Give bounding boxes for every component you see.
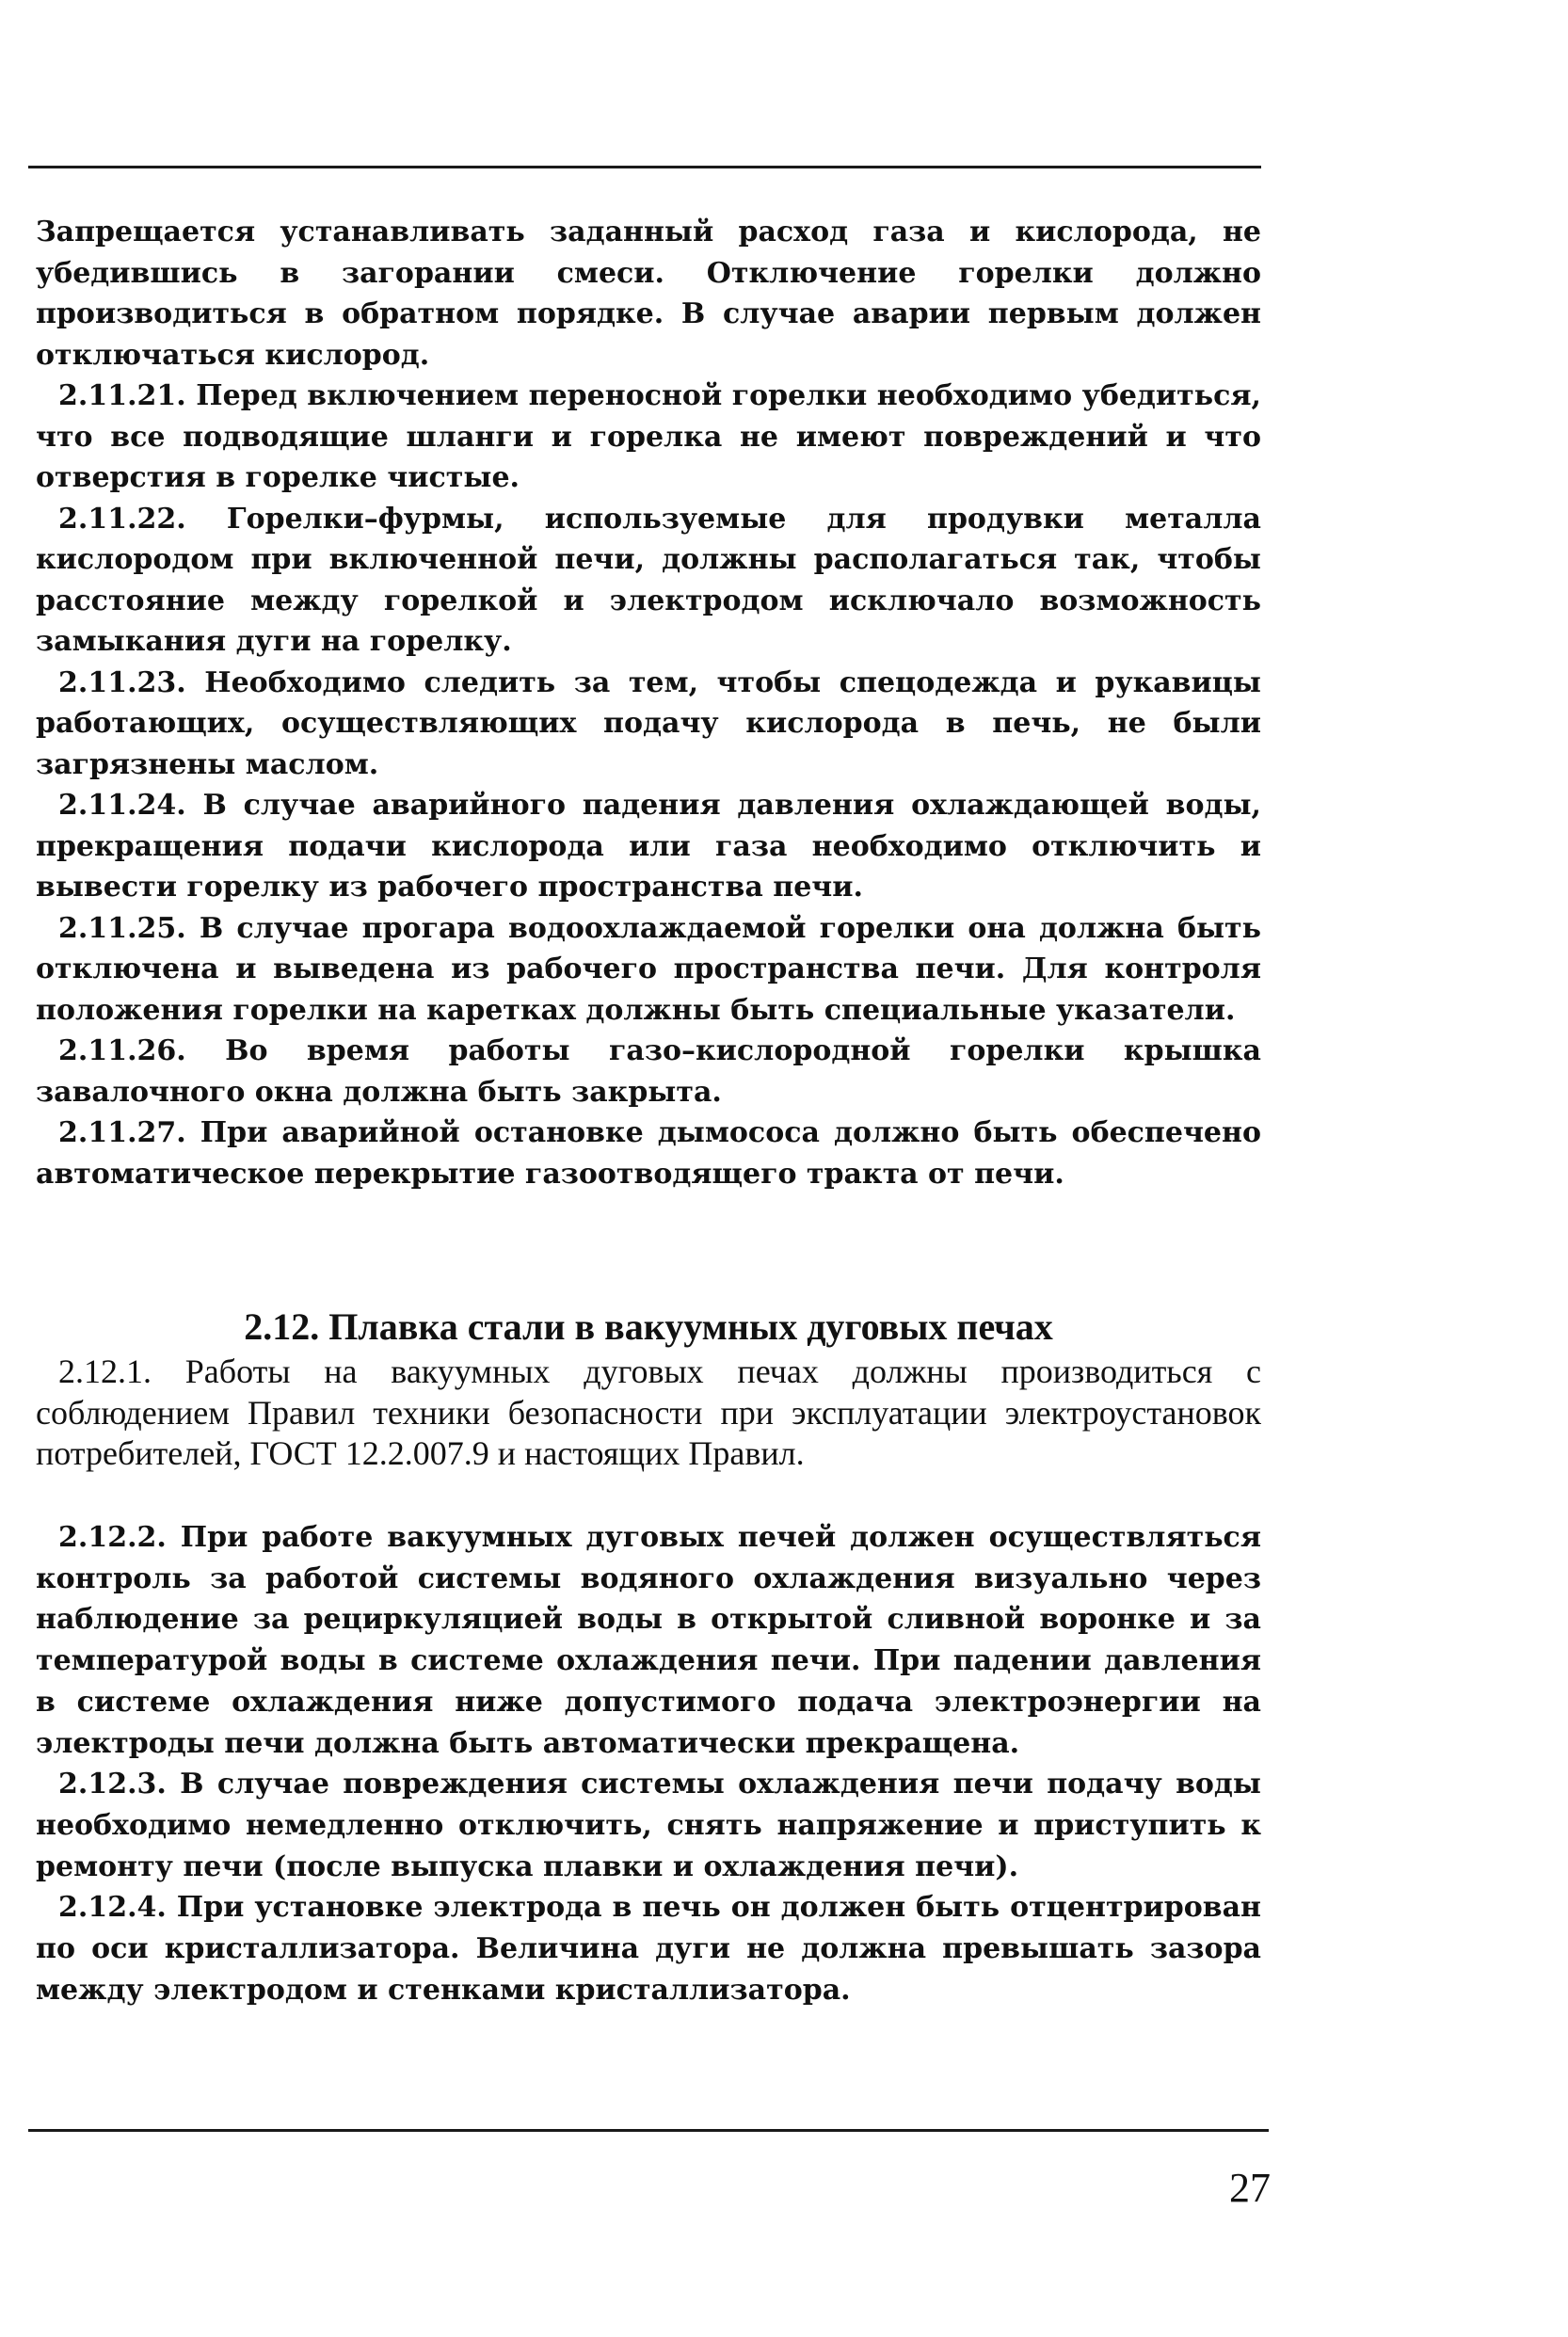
paragraph-2-11-24: 2.11.24. В случае аварийного падения давления охлаждающей воды, прекращения подачи кислорода или газа необходимо отключить и вывести горелку из рабочего пространства печи. bbox=[36, 789, 1261, 904]
text-block-top bbox=[36, 212, 1261, 1194]
paragraph-2-11-23: 2.11.23. Необходимо следить за тем, чтобы спецодежда и рукавицы работающих, осуществляющих подачу кислорода в печь, не были загрязнены маслом. bbox=[36, 665, 1261, 781]
paragraph-2-11-22: 2.11.22. Горелки–фурмы, используемые для продувки металла кислородом при включенной печи, должны располагаться так, чтобы расстояние между горелкой и электродом исключало возможность замыкания дуги на горелку. bbox=[36, 502, 1261, 658]
paragraph-2-11-27: 2.11.27. При аварийной остановке дымососа должно быть обеспечено автоматическое перекрытие газоотводящего тракта от печи. bbox=[36, 1116, 1261, 1191]
paragraph: Запрещается устанавливать заданный расход газа и кислорода, не убедившись в загорании смеси. Отключение горелки должно производиться в обратном порядке. В случае аварии первым должен отключаться кислород. bbox=[36, 216, 1261, 372]
page-number: 27 bbox=[1229, 2165, 1271, 2211]
paragraph-2-11-25: 2.11.25. В случае прогара водоохлаждаемой горелки она должна быть отключена и выведена из рабочего пространства печи. Для контроля положения горелки на каретках должны быть специальные указатели. bbox=[36, 911, 1261, 1027]
bottom-rule bbox=[28, 2129, 1269, 2132]
top-rule bbox=[28, 166, 1261, 168]
section-heading: 2.12. Плавка стали в вакуумных дуговых печах bbox=[244, 1305, 1053, 1348]
text-block-bottom bbox=[36, 1517, 1261, 2010]
paragraph-2-12-2: 2.12.2. При работе вакуумных дуговых печей должен осуществляться контроль за работой системы водяного охлаждения визуально через наблюдение за рециркуляцией воды в открытой сливной воронке и за температурой воды в системе охлаждения печи. При падении давления в системе охлаждения ниже допустимого подача электроэнергии на электроды печи должна быть автоматически прекращена. bbox=[36, 1521, 1261, 1760]
paragraph-2-12-1: 2.12.1. Работы на вакуумных дуговых печах должны производиться с соблюдением Правил техники безопасности при эксплуатации электроустановок потребителей, ГОСТ 12.2.007.9 и настоящих Правил. bbox=[36, 1353, 1261, 1473]
paragraph-2-11-21: 2.11.21. Перед включением переносной горелки необходимо убедиться, что все подводящие шланги и горелка не имеют повреждений и что отверстия в горелке чистые. bbox=[36, 379, 1261, 494]
paragraph-2-12-4: 2.12.4. При установке электрода в печь он должен быть отцентрирован по оси кристаллизатора. Величина дуги не должна превышать зазора между электродом и стенками кристаллизатора. bbox=[36, 1891, 1261, 2007]
text-block-middle bbox=[36, 1352, 1261, 1475]
paragraph-2-11-26: 2.11.26. Во время работы газо–кислородной горелки крышка завалочного окна должна быть закрыта. bbox=[36, 1034, 1261, 1109]
paragraph-2-12-3: 2.12.3. В случае повреждения системы охлаждения печи подачу воды необходимо немедленно отключить, снять напряжение и приступить к ремонту печи (после выпуска плавки и охлаждения печи). bbox=[36, 1768, 1261, 1883]
